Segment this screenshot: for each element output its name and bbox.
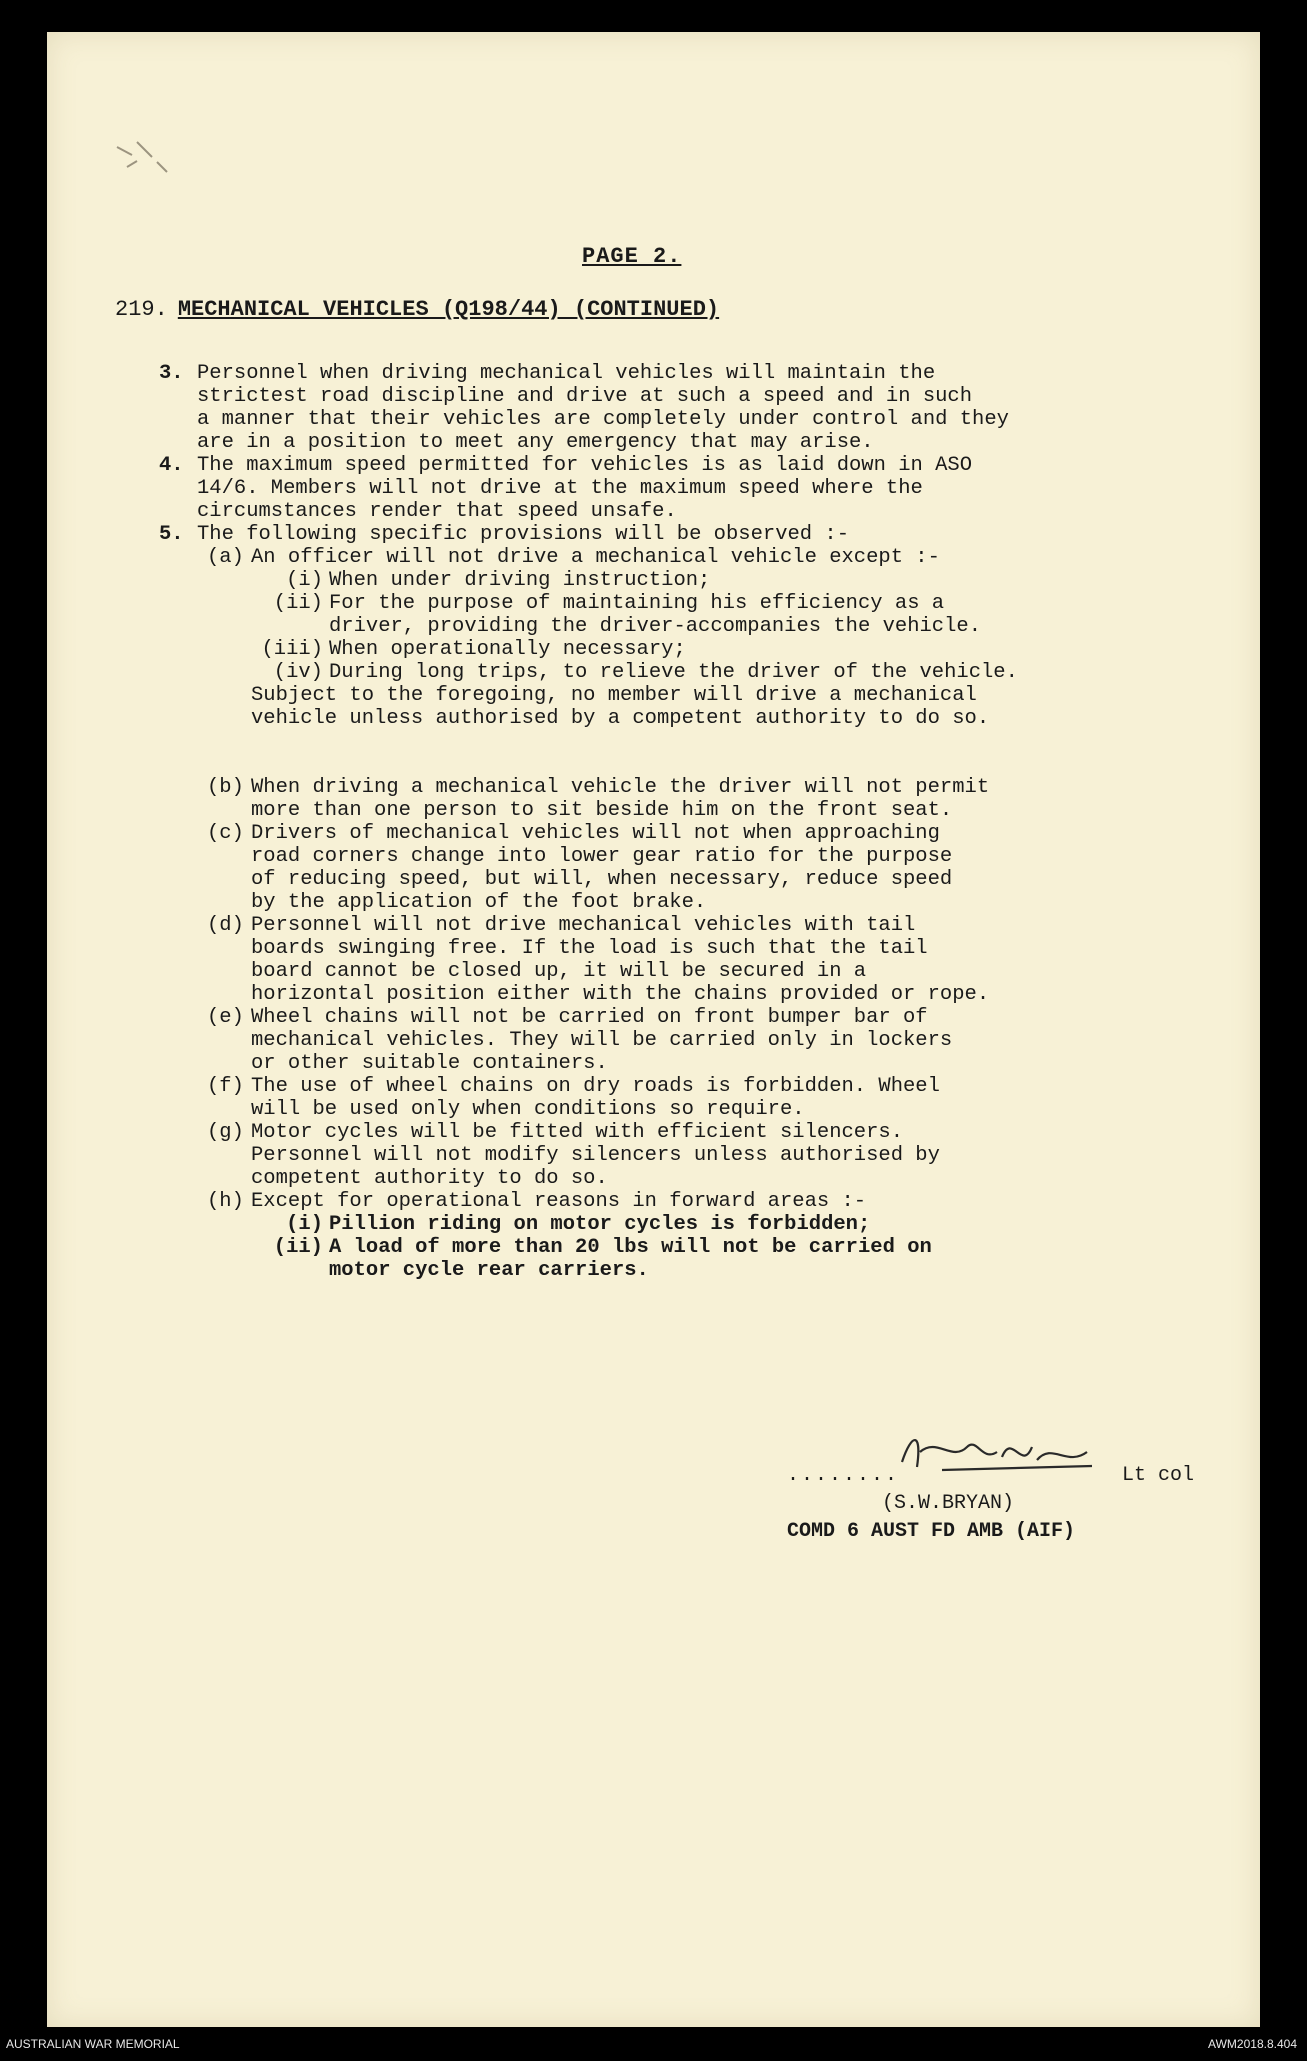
provision-line: road corners change into lower gear ratio for the purpose: [251, 845, 953, 868]
paragraph-line: are in a position to meet any emergency that may arise.: [197, 431, 874, 454]
provision-line: mechanical vehicles. They will be carried only in lockers: [251, 1029, 953, 1052]
document-page: [47, 32, 1260, 2027]
provision-d: [159, 914, 1239, 1006]
provision-line: driver, providing the driver-accompanies the vehicle.: [329, 615, 982, 638]
provision-h: [159, 1190, 1239, 1213]
paragraph-4: [159, 454, 1239, 523]
provision-line: Personnel will not drive mechanical vehicles with tail: [251, 914, 916, 937]
footer-accession-number: AWM2018.8.404: [1208, 2037, 1297, 2051]
paragraph-5: [159, 523, 1239, 546]
roman-numeral: (i): [286, 1213, 323, 1236]
roman-numeral: (ii): [273, 592, 323, 615]
spacer: [159, 730, 1239, 776]
paragraph-number: 4.: [159, 454, 184, 477]
provision-g: [159, 1121, 1239, 1190]
signature-block: [787, 1462, 1207, 1546]
paper-damage-mark: [107, 127, 197, 187]
provision-intro: Except for operational reasons in forward areas :-: [251, 1190, 867, 1213]
provision-line: A load of more than 20 lbs will not be carried on: [329, 1236, 932, 1259]
provision-line: will be used only when conditions so require.: [251, 1098, 805, 1121]
document-content: [47, 32, 1260, 2027]
provision-line: When driving a mechanical vehicle the driver will not permit: [251, 776, 990, 799]
paragraph-line: strictest road discipline and drive at such a speed and in such: [197, 385, 973, 408]
provision-label: (c): [207, 822, 244, 845]
paragraph-number: 5.: [159, 523, 184, 546]
section-number: 219.: [115, 297, 168, 322]
provision-line: by the application of the foot brake.: [251, 891, 707, 914]
provision-line: more than one person to sit beside him on the front seat.: [251, 799, 953, 822]
roman-numeral: (iii): [261, 638, 323, 661]
paragraph-line: 14/6. Members will not drive at the maximum speed where the: [197, 477, 923, 500]
provision-a: [159, 546, 1239, 569]
paragraph-3: [159, 362, 1239, 454]
section-title: MECHANICAL VEHICLES (Q198/44) (CONTINUED): [177, 297, 720, 322]
signature-rank: Lt col: [1122, 1464, 1195, 1487]
provision-line: Drivers of mechanical vehicles will not when approaching: [251, 822, 940, 845]
provision-h-item: [159, 1213, 1239, 1236]
provision-label: (d): [207, 914, 244, 937]
handwritten-signature: [882, 1422, 1112, 1482]
paragraph-number: 3.: [159, 362, 184, 385]
provision-line: Pillion riding on motor cycles is forbidden;: [329, 1213, 871, 1236]
provision-line: board cannot be closed up, it will be secured in a: [251, 960, 867, 983]
provision-label: (f): [207, 1075, 244, 1098]
paragraph-line: The following specific provisions will be observed :-: [197, 523, 850, 546]
provision-line: horizontal position either with the chains provided or rope.: [251, 983, 990, 1006]
provision-h-item: [159, 1236, 1239, 1282]
roman-numeral: (iv): [273, 661, 323, 684]
paragraph-line: Personnel when driving mechanical vehicles will maintain the: [197, 362, 936, 385]
paragraph-line: The maximum speed permitted for vehicles is as laid down in ASO: [197, 454, 973, 477]
provision-intro: An officer will not drive a mechanical vehicle except :-: [251, 546, 940, 569]
signatory-appointment: COMD 6 AUST FD AMB (AIF): [787, 1520, 1076, 1543]
provision-line: competent authority to do so.: [251, 1167, 608, 1190]
page-number: PAGE 2.: [582, 244, 682, 269]
provision-label: (h): [207, 1190, 244, 1213]
footer-institution: AUSTRALIAN WAR MEMORIAL: [6, 2037, 180, 2051]
provision-b: [159, 776, 1239, 822]
provision-a-closing: [159, 684, 1239, 730]
provision-e: [159, 1006, 1239, 1075]
signature-line: [787, 1462, 1207, 1490]
provision-line: Motor cycles will be fitted with efficient silencers.: [251, 1121, 904, 1144]
signature-dots: ........: [787, 1464, 900, 1487]
provision-line: Personnel will not modify silencers unless authorised by: [251, 1144, 940, 1167]
provision-line: When under driving instruction;: [329, 569, 711, 592]
provision-line: Wheel chains will not be carried on front bumper bar of: [251, 1006, 928, 1029]
section-heading: [115, 297, 719, 322]
roman-numeral: (i): [286, 569, 323, 592]
provision-label: (a): [207, 546, 244, 569]
provision-line: or other suitable containers.: [251, 1052, 608, 1075]
provision-label: (g): [207, 1121, 244, 1144]
provision-a-item: [159, 638, 1239, 661]
provision-f: [159, 1075, 1239, 1121]
provision-line: The use of wheel chains on dry roads is forbidden. Wheel: [251, 1075, 940, 1098]
roman-numeral: (ii): [273, 1236, 323, 1259]
provision-line: boards swinging free. If the load is such that the tail: [251, 937, 928, 960]
provision-line: For the purpose of maintaining his efficiency as a: [329, 592, 945, 615]
provision-a-item: [159, 592, 1239, 638]
provision-c: [159, 822, 1239, 914]
provision-line: of reducing speed, but will, when necessary, reduce speed: [251, 868, 953, 891]
provision-a-item: [159, 569, 1239, 592]
paragraph-line: a manner that their vehicles are completely under control and they: [197, 408, 1009, 431]
provision-line: When operationally necessary;: [329, 638, 686, 661]
provision-line: During long trips, to relieve the driver of the vehicle.: [329, 661, 1018, 684]
provision-line: motor cycle rear carriers.: [329, 1259, 649, 1282]
provision-a-item: [159, 661, 1239, 684]
signatory-name: (S.W.BRYAN): [882, 1492, 1015, 1515]
document-body: [159, 362, 1239, 1282]
provision-line: Subject to the foregoing, no member will drive a mechanical: [251, 684, 977, 707]
paragraph-line: circumstances render that speed unsafe.: [197, 500, 677, 523]
provision-line: vehicle unless authorised by a competent authority to do so.: [251, 707, 990, 730]
provision-label: (b): [207, 776, 244, 799]
provision-label: (e): [207, 1006, 244, 1029]
